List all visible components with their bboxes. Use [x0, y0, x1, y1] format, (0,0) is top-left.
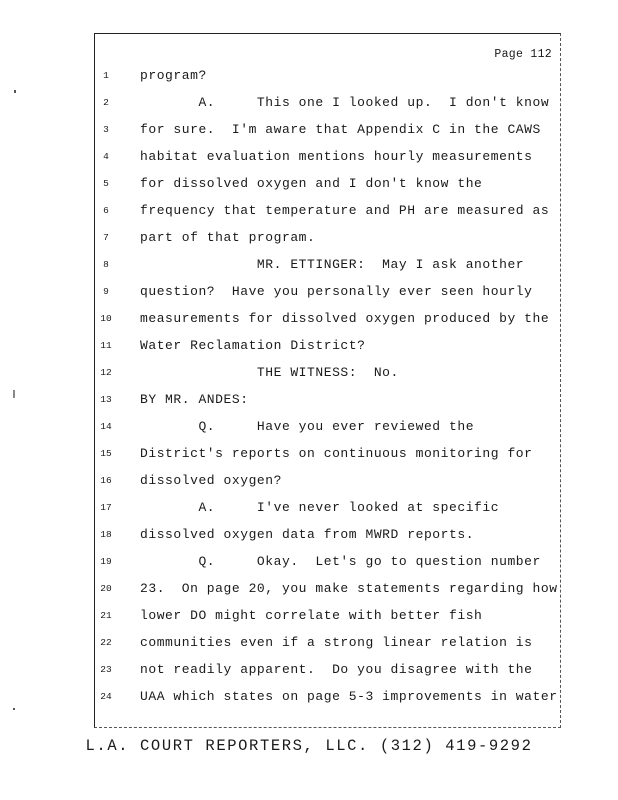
transcript-line	[95, 122, 562, 149]
line-number: 14	[100, 421, 112, 432]
line-text: Water Reclamation District?	[140, 338, 366, 353]
transcript-line	[95, 68, 562, 95]
transcript-line	[95, 635, 562, 662]
line-text: Q. Have you ever reviewed the	[140, 419, 475, 434]
transcript-line	[95, 446, 562, 473]
line-number: 24	[100, 691, 112, 702]
transcript-line	[95, 149, 562, 176]
line-text: UAA which states on page 5-3 improvements in water	[140, 689, 558, 704]
line-text: question? Have you personally ever seen hourly	[140, 284, 533, 299]
line-text: for dissolved oxygen and I don't know the	[140, 176, 483, 191]
line-number: 9	[103, 286, 109, 297]
line-text: dissolved oxygen?	[140, 473, 282, 488]
line-text: dissolved oxygen data from MWRD reports.	[140, 527, 475, 542]
scan-speck	[13, 390, 15, 398]
scan-speck	[14, 90, 16, 93]
line-number: 5	[103, 178, 109, 189]
line-text: for sure. I'm aware that Appendix C in the CAWS	[140, 122, 541, 137]
transcript-line	[95, 689, 562, 716]
transcript-line	[95, 500, 562, 527]
transcript-line	[95, 473, 562, 500]
line-text: part of that program.	[140, 230, 316, 245]
line-number: 22	[100, 637, 112, 648]
line-text: A. I've never looked at specific	[140, 500, 500, 515]
transcript-line	[95, 311, 562, 338]
line-number: 20	[100, 583, 112, 594]
line-number: 1	[103, 70, 109, 81]
transcript-line	[95, 365, 562, 392]
transcript-line	[95, 554, 562, 581]
transcript-line	[95, 257, 562, 284]
line-number: 18	[100, 529, 112, 540]
transcript-line	[95, 95, 562, 122]
line-number: 2	[103, 97, 109, 108]
line-number: 16	[100, 475, 112, 486]
line-number: 10	[100, 313, 112, 324]
transcript-line	[95, 203, 562, 230]
line-text: THE WITNESS: No.	[140, 365, 399, 380]
line-number: 6	[103, 205, 109, 216]
page-number: Page 112	[494, 48, 552, 61]
line-text: District's reports on continuous monitoring for	[140, 446, 533, 461]
line-text: BY MR. ANDES:	[140, 392, 249, 407]
line-number: 23	[100, 664, 112, 675]
line-number: 12	[100, 367, 112, 378]
line-text: measurements for dissolved oxygen produced by the	[140, 311, 550, 326]
line-number: 8	[103, 259, 109, 270]
transcript-line	[95, 608, 562, 635]
line-number: 13	[100, 394, 112, 405]
transcript-page	[94, 33, 561, 728]
transcript-line	[95, 527, 562, 554]
line-number: 7	[103, 232, 109, 243]
transcript-line	[95, 581, 562, 608]
line-text: lower DO might correlate with better fish	[140, 608, 483, 623]
court-reporter-footer: L.A. COURT REPORTERS, LLC. (312) 419-9292	[85, 737, 533, 755]
transcript-line	[95, 284, 562, 311]
scan-speck	[13, 708, 15, 710]
line-text: MR. ETTINGER: May I ask another	[140, 257, 525, 272]
line-text: 23. On page 20, you make statements regarding how	[140, 581, 558, 596]
line-text: Q. Okay. Let's go to question number	[140, 554, 541, 569]
transcript-line	[95, 230, 562, 257]
line-text: A. This one I looked up. I don't know	[140, 95, 550, 110]
line-text: habitat evaluation mentions hourly measurements	[140, 149, 533, 164]
line-number: 15	[100, 448, 112, 459]
line-number: 17	[100, 502, 112, 513]
line-number: 11	[100, 340, 112, 351]
line-number: 19	[100, 556, 112, 567]
line-text: not readily apparent. Do you disagree with the	[140, 662, 533, 677]
line-text: communities even if a strong linear relation is	[140, 635, 533, 650]
transcript-line	[95, 662, 562, 689]
line-text: program?	[140, 68, 207, 83]
transcript-line	[95, 338, 562, 365]
line-number: 3	[103, 124, 109, 135]
transcript-line	[95, 419, 562, 446]
transcript-line	[95, 392, 562, 419]
line-number: 4	[103, 151, 109, 162]
transcript-line	[95, 176, 562, 203]
line-number: 21	[100, 610, 112, 621]
line-text: frequency that temperature and PH are measured as	[140, 203, 550, 218]
